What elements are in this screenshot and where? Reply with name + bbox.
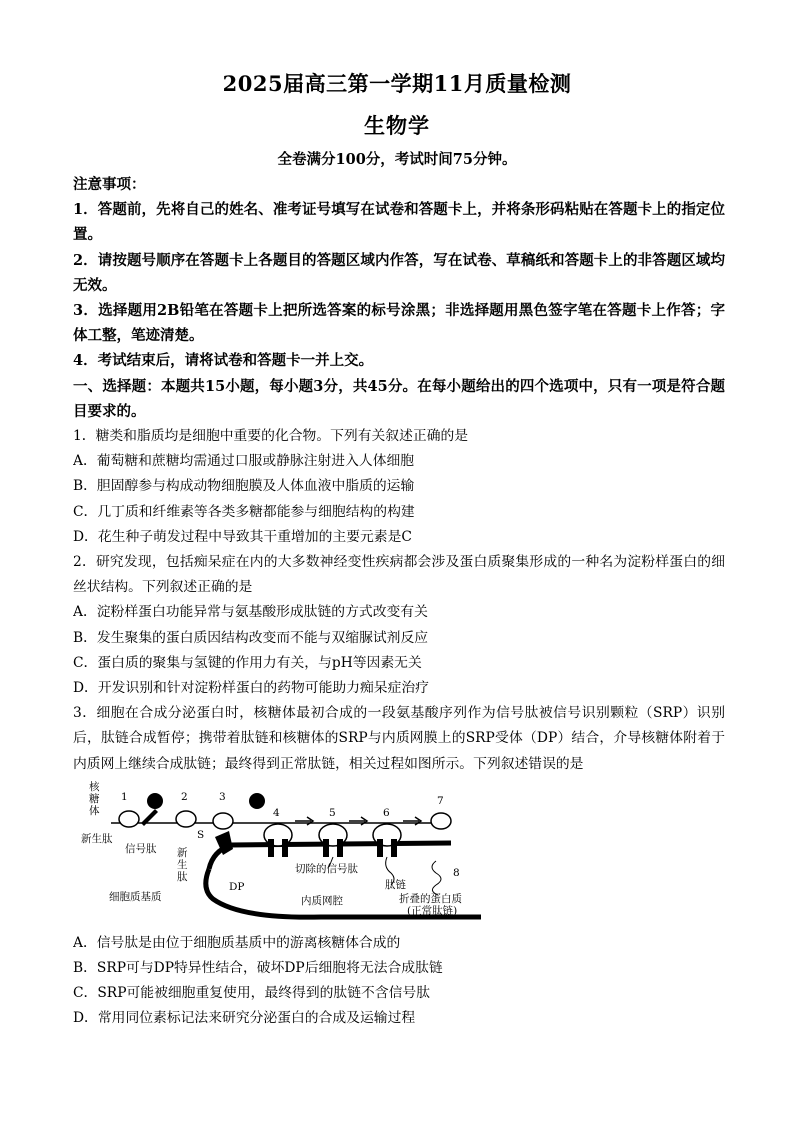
figure-label-nascent2: 新 生 肽 (177, 846, 188, 883)
subject-title: 生物学 (364, 113, 430, 138)
score-line: 全卷满分100分，考试时间75分钟。 (277, 151, 517, 168)
figure-label-chain: 肽链 (385, 878, 406, 891)
figure-label-cytoplasm: 细胞质基质 (109, 890, 162, 903)
notice-heading: 注意事项： (73, 176, 146, 193)
step-number: 1 (121, 790, 128, 803)
step-number: 8 (453, 866, 460, 879)
exam-content (73, 172, 725, 1032)
figure-label-normal: (正常肽链) (407, 904, 458, 917)
notice-item: 4．考试结束后，请将试卷和答题卡一并上交。 (73, 352, 374, 370)
notice-item: 2．请按题号顺序在答题卡上各题目的答题区域内作答，写在试卷、草稿纸和答题卡上的非答题区域均无效。 (73, 251, 725, 294)
option: D．开发识别和针对淀粉样蛋白的药物可能助力痴呆症治疗 (73, 680, 429, 697)
step-number: 7 (437, 794, 444, 807)
figure-label-ribosome: 核 糖 体 (89, 780, 100, 817)
option: A．淀粉样蛋白功能异常与氨基酸形成肽链的方式改变有关 (73, 604, 428, 621)
step-number: 5 (329, 806, 336, 819)
option: C．SRP可能被细胞重复使用，最终得到的肽链不含信号肽 (73, 985, 431, 1002)
option: B．胆固醇参与构成动物细胞膜及人体血液中脂质的运输 (73, 478, 415, 495)
section-heading: 一、选择题：本题共15小题，每小题3分，共45分。在每小题给出的四个选项中，只有一项是符合题目要求的。 (73, 377, 725, 420)
figure-label-dp: DP (229, 880, 245, 893)
figure-label-signal: 信号肽 (125, 842, 157, 855)
figure-label-srp: S (197, 828, 205, 841)
option: A．葡萄糖和蔗糖均需通过口服或静脉注射进入人体细胞 (73, 453, 415, 470)
step-number: 3 (219, 790, 226, 803)
option: A．信号肽是由位于细胞质基质中的游离核糖体合成的 (73, 934, 401, 951)
figure-label-nascent: 新生肽 (81, 832, 113, 845)
notice-item: 3．选择题用2B铅笔在答题卡上把所选答案的标号涂黑；非选择题用黑色签字笔在答题卡上作答；字体工整，笔迹清楚。 (73, 302, 725, 345)
option: D．花生种子萌发过程中导致其干重增加的主要元素是C (73, 528, 412, 545)
option: B．SRP可与DP特异性结合，破坏DP后细胞将无法合成肽链 (73, 960, 443, 977)
option: C．蛋白质的聚集与氢键的作用力有关，与pH等因素无关 (73, 654, 422, 671)
step-number: 2 (181, 790, 188, 803)
figure-label-folded: 折叠的蛋白质 (399, 892, 462, 905)
step-number: 6 (383, 806, 390, 819)
figure-label-cleaved: 切除的信号肽 (295, 862, 358, 875)
step-number: 4 (273, 806, 280, 819)
srp-process-figure (81, 781, 481, 929)
option: C．几丁质和纤维素等各类多糖都能参与细胞结构的构建 (73, 503, 415, 520)
option: D．常用同位素标记法来研究分泌蛋白的合成及运输过程 (73, 1010, 416, 1027)
option: B．发生聚集的蛋白质因结构改变而不能与双缩脲试剂反应 (73, 629, 429, 646)
notice-item: 1．答题前，先将自己的姓名、准考证号填写在试卷和答题卡上，并将条形码粘贴在答题卡上的指定位置。 (73, 201, 725, 244)
exam-title: 2025届高三第一学期11月质量检测 (222, 71, 572, 96)
question-stem: 3．细胞在合成分泌蛋白时，核糖体最初合成的一段氨基酸序列作为信号肽被信号识别颗粒（SRP）识别后，肽链合成暂停；携带着肽链和核糖体的SRP与内质网膜上的SRP受体（DP）结合，介导核糖体附着于内质网上继续合成肽链；最终得到正常肽链，相关过程如图所示。下列叙述错误的是 (73, 705, 725, 772)
figure-label-er-lumen: 内质网腔 (301, 894, 343, 907)
question-stem: 2．研究发现，包括痴呆症在内的大多数神经变性疾病都会涉及蛋白质聚集形成的一种名为淀粉样蛋白的细丝状结构。下列叙述正确的是 (73, 554, 725, 596)
question-stem: 1．糖类和脂质均是细胞中重要的化合物。下列有关叙述正确的是 (73, 428, 469, 445)
